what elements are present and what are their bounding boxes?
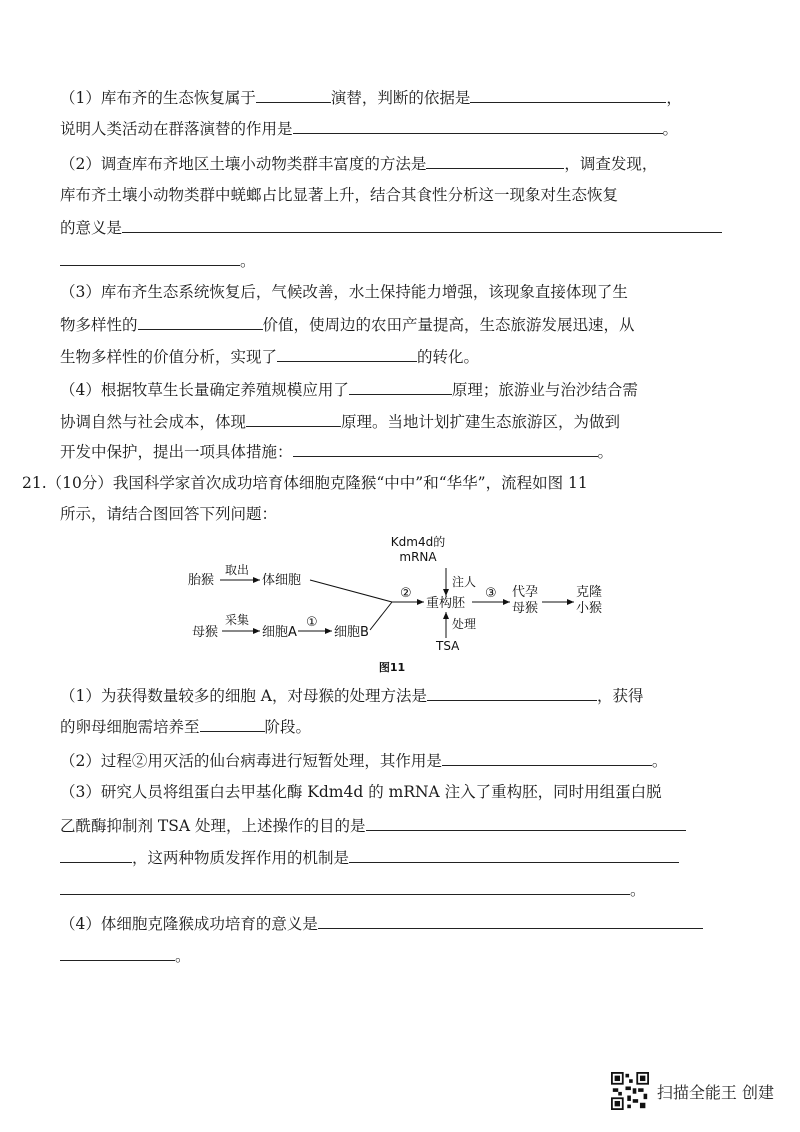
answer-blank[interactable]	[349, 378, 452, 395]
answer-blank[interactable]	[60, 944, 175, 961]
scanner-app-credit: 扫描全能王 创建	[656, 1082, 774, 1102]
answer-blank[interactable]	[426, 152, 564, 169]
q21-2-line1: （2）过程②用灭活的仙台病毒进行短暂处理，其作用是 。	[60, 749, 667, 771]
somatic-cell-label: 体细胞	[262, 573, 302, 588]
somatic-merge-line	[310, 580, 392, 602]
q20-2-line3: 的意义是	[60, 216, 722, 238]
q21-intro-line2: 所示，请结合图回答下列问题：	[60, 505, 278, 523]
surrogate-label-2: 母猴	[512, 601, 539, 616]
answer-blank[interactable]	[293, 440, 598, 457]
q21-3-line1: （3）研究人员将组蛋白去甲基化酶 Kdm4d 的 mRNA 注入了重构胚，同时用组蛋白脱	[60, 783, 662, 801]
q21-1-line2: 的卵母细胞需培养至 阶段。	[60, 715, 311, 737]
answer-blank[interactable]	[246, 410, 341, 427]
cell-b-merge-line	[370, 602, 392, 630]
figure-caption: 图11	[378, 661, 406, 674]
answer-blank[interactable]	[366, 814, 686, 831]
tsa-label: TSA	[436, 639, 460, 653]
answer-blank[interactable]	[122, 216, 722, 233]
clone-label-2: 小猴	[576, 601, 603, 616]
answer-blank[interactable]	[277, 345, 417, 362]
answer-blank[interactable]	[256, 86, 331, 103]
collect-label: 采集	[225, 613, 250, 627]
answer-blank[interactable]	[60, 846, 132, 863]
answer-blank[interactable]	[138, 313, 263, 330]
q20-1-line1: （1）库布齐的生态恢复属于 演替，判断的依据是 ，	[60, 86, 682, 108]
q20-3-line3: 生物多样性的价值分析，实现了 的转化。	[60, 345, 479, 367]
q21-3-line3: ，这两种物质发挥作用的机制是	[60, 846, 679, 868]
cell-a-label: 细胞A	[262, 625, 297, 640]
q20-2-line1: （2）调查库布齐地区土壤小动物类群丰富度的方法是 ，调查发现，	[60, 152, 657, 174]
q21-4-line1: （4）体细胞克隆猴成功培育的意义是	[60, 912, 703, 934]
answer-blank[interactable]	[200, 715, 265, 732]
step-2-label: ②	[400, 586, 412, 601]
q20-4-line2: 协调自然与社会成本，体现 原理。当地计划扩建生态旅游区，为做到	[60, 410, 620, 432]
flowchart-figure-11	[180, 530, 620, 680]
q20-1-line2: 说明人类活动在群落演替的作用是 。	[60, 117, 678, 139]
q20-3-line2: 物多样性的 价值，使周边的农田产量提高，生态旅游发展迅速，从	[60, 313, 635, 335]
surrogate-label-1: 代孕	[512, 585, 539, 600]
q20-4-line3: 开发中保护，提出一项具体措施： 。	[60, 440, 613, 462]
cell-b-label: 细胞B	[334, 625, 369, 640]
q21-3-line4: 。	[60, 878, 646, 900]
q20-4-line1: （4）根据牧草生长量确定养殖规模应用了 原理；旅游业与治沙结合需	[60, 378, 638, 400]
answer-blank[interactable]	[349, 846, 679, 863]
q20-2-line4: 。	[60, 249, 256, 271]
clone-label-1: 克隆	[576, 585, 603, 600]
reconstructed-embryo-label: 重构胚	[426, 596, 466, 611]
kdm4d-label: Kdm4d的	[390, 535, 446, 549]
qr-code-icon	[611, 1072, 649, 1110]
answer-blank[interactable]	[318, 912, 703, 929]
q21-3-line2: 乙酰酶抑制剂 TSA 处理，上述操作的目的是	[60, 814, 686, 836]
mrna-label: mRNA	[399, 550, 437, 564]
fetal-monkey-label: 胎猴	[188, 573, 215, 588]
answer-blank[interactable]	[470, 86, 666, 103]
step-3-label: ③	[485, 586, 497, 601]
treat-label: 处理	[452, 617, 477, 631]
q20-3-line1: （3）库布齐生态系统恢复后，气候改善，水土保持能力增强，该现象直接体现了生	[60, 283, 628, 301]
q20-2-line2: 库布齐土壤小动物类群中蜣螂占比显著上升，结合其食性分析这一现象对生态恢复	[60, 186, 619, 204]
inject-label: 注人	[452, 575, 477, 589]
mother-monkey-label: 母猴	[192, 625, 219, 640]
extract-label: 取出	[225, 563, 250, 577]
scanner-watermark	[611, 1072, 774, 1110]
answer-blank[interactable]	[60, 878, 630, 895]
answer-blank[interactable]	[60, 249, 240, 266]
question-number: 21.	[22, 474, 47, 492]
step-1-label: ①	[306, 615, 318, 630]
q21-4-line2: 。	[60, 944, 191, 966]
q21-1-line1: （1）为获得数量较多的细胞 A，对母猴的处理方法是 ，获得	[60, 684, 644, 706]
q21-intro-line1: 21.（10分）我国科学家首次成功培育体细胞克隆猴“中中”和“华华”，流程如图 11	[22, 474, 588, 492]
answer-blank[interactable]	[293, 117, 663, 134]
answer-blank[interactable]	[427, 684, 597, 701]
answer-blank[interactable]	[442, 749, 652, 766]
